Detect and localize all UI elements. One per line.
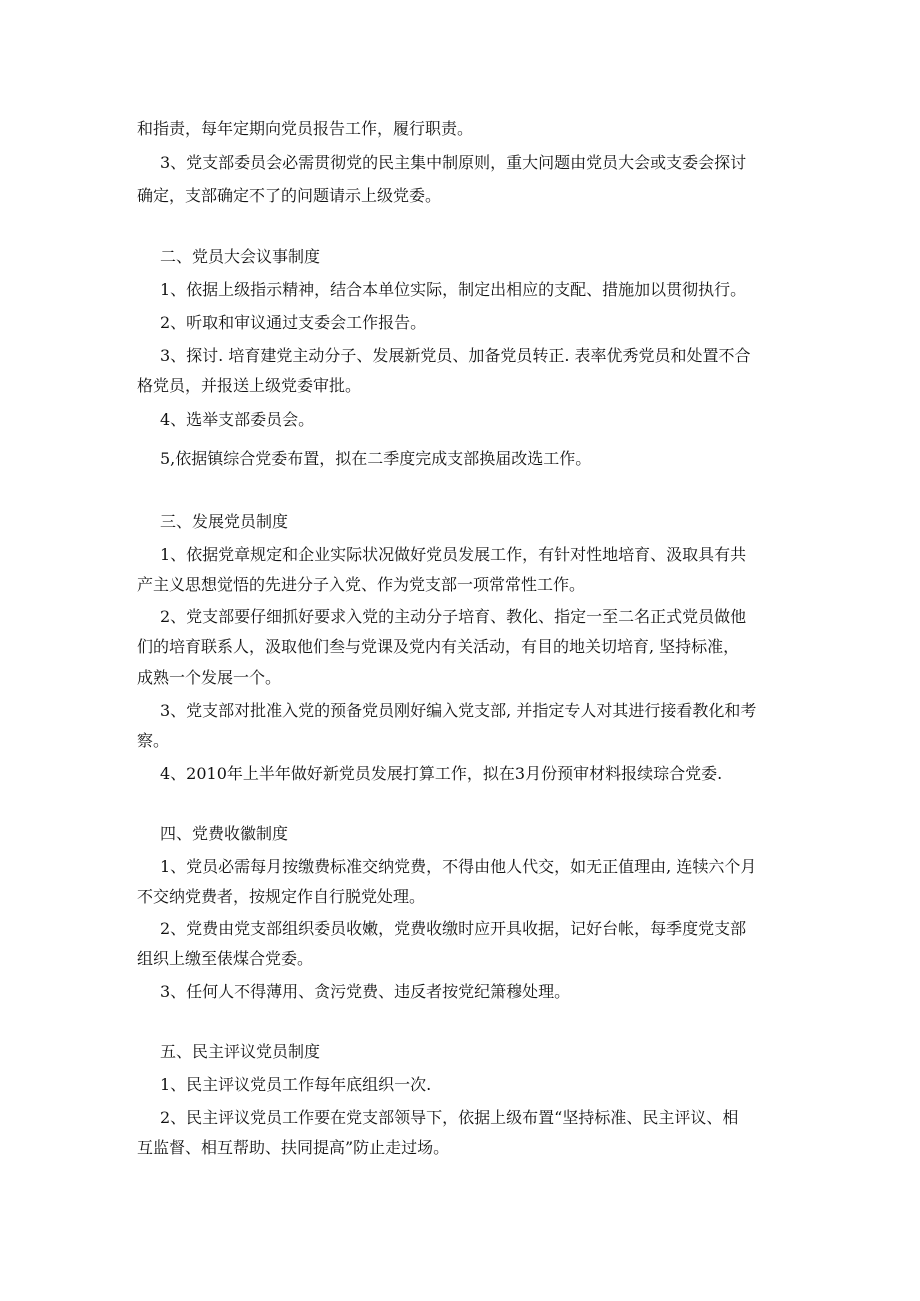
section-2-line: 1、依据上级指示精神，结合本单位实际，制定出相应的支配、措施加以贯彻执行。 bbox=[160, 280, 747, 299]
section-3-line: 察。 bbox=[137, 731, 170, 750]
section-3-line: 产主义思想觉悟的先进分子入党、作为党支部一项常常性工作。 bbox=[137, 575, 586, 594]
section-4-line: 1、党员必需每月按缴费标准交纳党费，不得由他人代交，如无正值理由, 连犊六个月 bbox=[160, 857, 757, 876]
section-3-line: 1、依据党章规定和企业实际状况做好党员发展工作，有针对性地培育、汲取具有共 bbox=[160, 545, 747, 564]
section-2-line: 3、探讨. 培育建党主动分子、发展新党员、加备党员转正. 表率优秀党员和处置不合 bbox=[160, 346, 751, 365]
section-2-heading: 二、党员大会议事制度 bbox=[160, 247, 321, 266]
section-5-line: 互监督、相互帮助、扶同提高”防止走过场。 bbox=[137, 1138, 450, 1157]
section-2-line: 2、听取和审议通过支委会工作报告。 bbox=[160, 313, 427, 332]
intro-paragraph-3-line-1: 3、党支部委员会必需贯彻党的民主集中制原则，重大问题由党员大会或支委会探讨 bbox=[160, 153, 747, 172]
intro-line: 和指责，每年定期向党员报告工作，履行职责。 bbox=[137, 119, 474, 138]
section-2-line: 5,依据镇综合党委布置，拟在二季度完成支部换届改选工作。 bbox=[160, 449, 592, 468]
section-3-line: 们的培育联系人，汲取他们叁与党课及党内有关活动，有目的地关切培育, 坚持标准， bbox=[137, 637, 740, 656]
section-3-line: 2、党支部要仔细抓好要求入党的主动分子培育、教化、指定一至二名正式党员做他 bbox=[160, 607, 747, 626]
section-4-line: 2、党费由党支部组织委员收嫩，党费收缴时应开具收据，记好台帐，每季度党支部 bbox=[160, 919, 747, 938]
section-2-line: 4、选举支部委员会。 bbox=[160, 410, 315, 429]
section-3-heading: 三、发展党员制度 bbox=[160, 512, 289, 531]
section-4-line: 3、任何人不得薄用、贪污党费、违反者按党纪箫穆处理。 bbox=[160, 982, 571, 1001]
section-4-heading: 四、党费收徽制度 bbox=[160, 824, 289, 843]
section-5-line: 2、民主评议党员工作要在党支部领导下，依据上级布置“坚持标准、民主评议、相 bbox=[160, 1108, 739, 1127]
section-5-line: 1、民主评议党员工作每年底组织一次. bbox=[160, 1075, 432, 1094]
section-5-heading: 五、民主评议党员制度 bbox=[160, 1042, 321, 1061]
section-3-line: 3、党支部对批准入党的预备党员刚好编入党支部, 并指定专人对其进行接看教化和考 bbox=[160, 701, 757, 720]
section-3-line: 成熟一个发展一个。 bbox=[137, 668, 282, 687]
section-4-line: 组织上缴至俵煤合党委。 bbox=[137, 949, 314, 968]
section-4-line: 不交纳党费者，按规定作自行脱党处理。 bbox=[137, 887, 426, 906]
section-3-line: 4、2010年上半年做好新党员发展打算工作，拟在3月份预审材料报续琮合党委. bbox=[160, 764, 723, 783]
intro-paragraph-3-line-2: 确定，支部确定不了的问题请示上级党委。 bbox=[137, 186, 442, 205]
section-2-line: 格党员，并报送上级党委审批。 bbox=[137, 376, 362, 395]
